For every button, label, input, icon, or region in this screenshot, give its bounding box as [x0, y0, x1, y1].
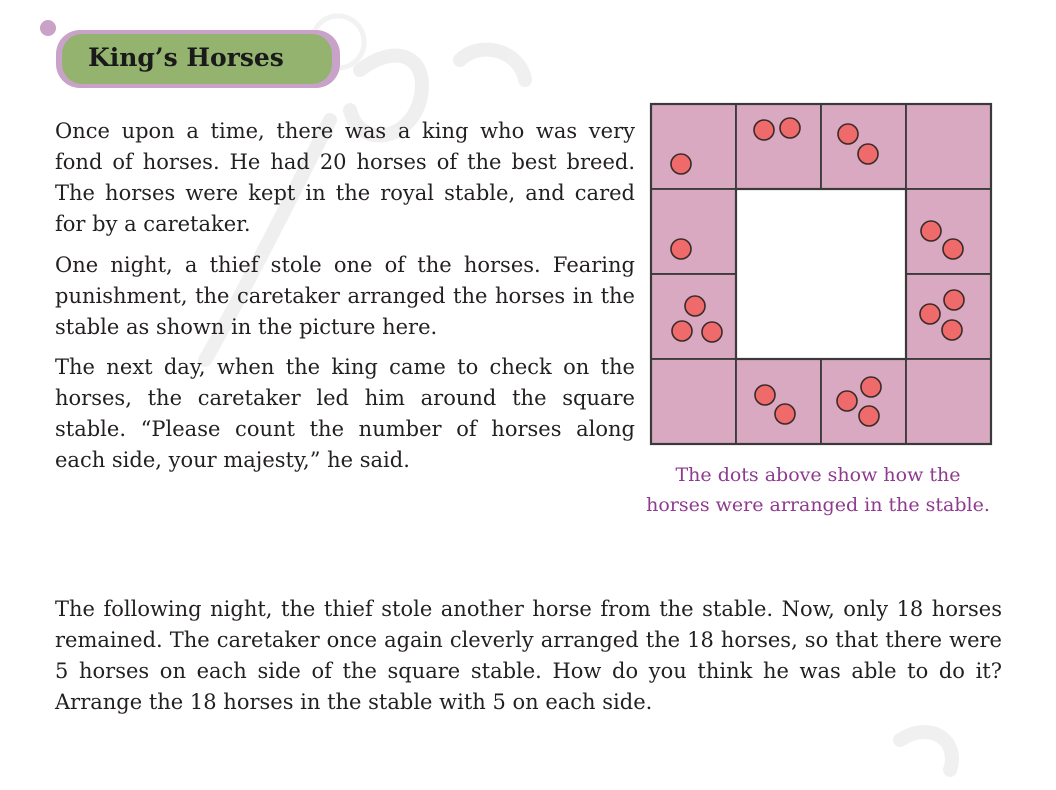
title-decoration-dot — [40, 20, 56, 36]
stable-diagram — [649, 102, 993, 446]
stable-cell — [906, 274, 991, 359]
horse-dot — [838, 124, 858, 144]
horse-dot — [942, 320, 962, 340]
stable-cell — [821, 359, 906, 444]
horse-dot — [861, 377, 881, 397]
horse-dot — [671, 239, 691, 259]
stable-cell — [906, 104, 991, 189]
story-paragraph-2: One night, a thief stole one of the horses. Fearing punishment, the caretaker arranged the horses in the stable as shown in the picture here. — [55, 253, 635, 339]
horse-dot — [754, 120, 774, 140]
courtyard-cell — [736, 189, 821, 274]
horse-dot — [702, 322, 722, 342]
horse-dot — [755, 385, 775, 405]
caption-line-2: horses were arranged in the stable. — [646, 494, 990, 516]
question-paragraph: The following night, the thief stole another horse from the stable. Now, only 18 horses remained. The caretaker once again cleverly arranged the 18 horses, so that there were 5 horses on each side of the square stable. How do you think he was able to do it? Arrange the 18 horses in the stable with 5 on each side. — [55, 597, 1002, 714]
story-paragraph-3: The next day, when the king came to check on the horses, the caretaker led him around the square stable. “Please count the number of horses along each side, your majesty,” he said. — [55, 355, 635, 472]
page-title: King’s Horses — [88, 43, 284, 72]
stable-cell — [906, 359, 991, 444]
courtyard-cell — [821, 189, 906, 274]
horse-dot — [780, 118, 800, 138]
horse-dot — [943, 239, 963, 259]
horse-dot — [685, 296, 705, 316]
horse-dot — [671, 154, 691, 174]
horse-dot — [944, 290, 964, 310]
horse-dot — [837, 391, 857, 411]
stable-cell — [906, 189, 991, 274]
horse-dot — [775, 404, 795, 424]
horse-dot — [920, 304, 940, 324]
horse-dot — [921, 221, 941, 241]
stable-cell — [736, 359, 821, 444]
stable-cell — [651, 104, 736, 189]
courtyard-cell — [821, 274, 906, 359]
stable-cell — [736, 104, 821, 189]
stable-grid — [649, 102, 993, 446]
horse-dot — [858, 144, 878, 164]
horse-dot — [672, 321, 692, 341]
courtyard-cell — [736, 274, 821, 359]
stable-cell — [651, 189, 736, 274]
diagram-caption — [618, 460, 1018, 520]
story-paragraph-1: Once upon a time, there was a king who was very fond of horses. He had 20 horses of the best breed. The horses were kept in the royal stable, and cared for by a caretaker. — [55, 119, 635, 236]
horse-dot — [859, 406, 879, 426]
caption-line-1: The dots above show how the — [675, 464, 961, 486]
stable-cell — [651, 359, 736, 444]
